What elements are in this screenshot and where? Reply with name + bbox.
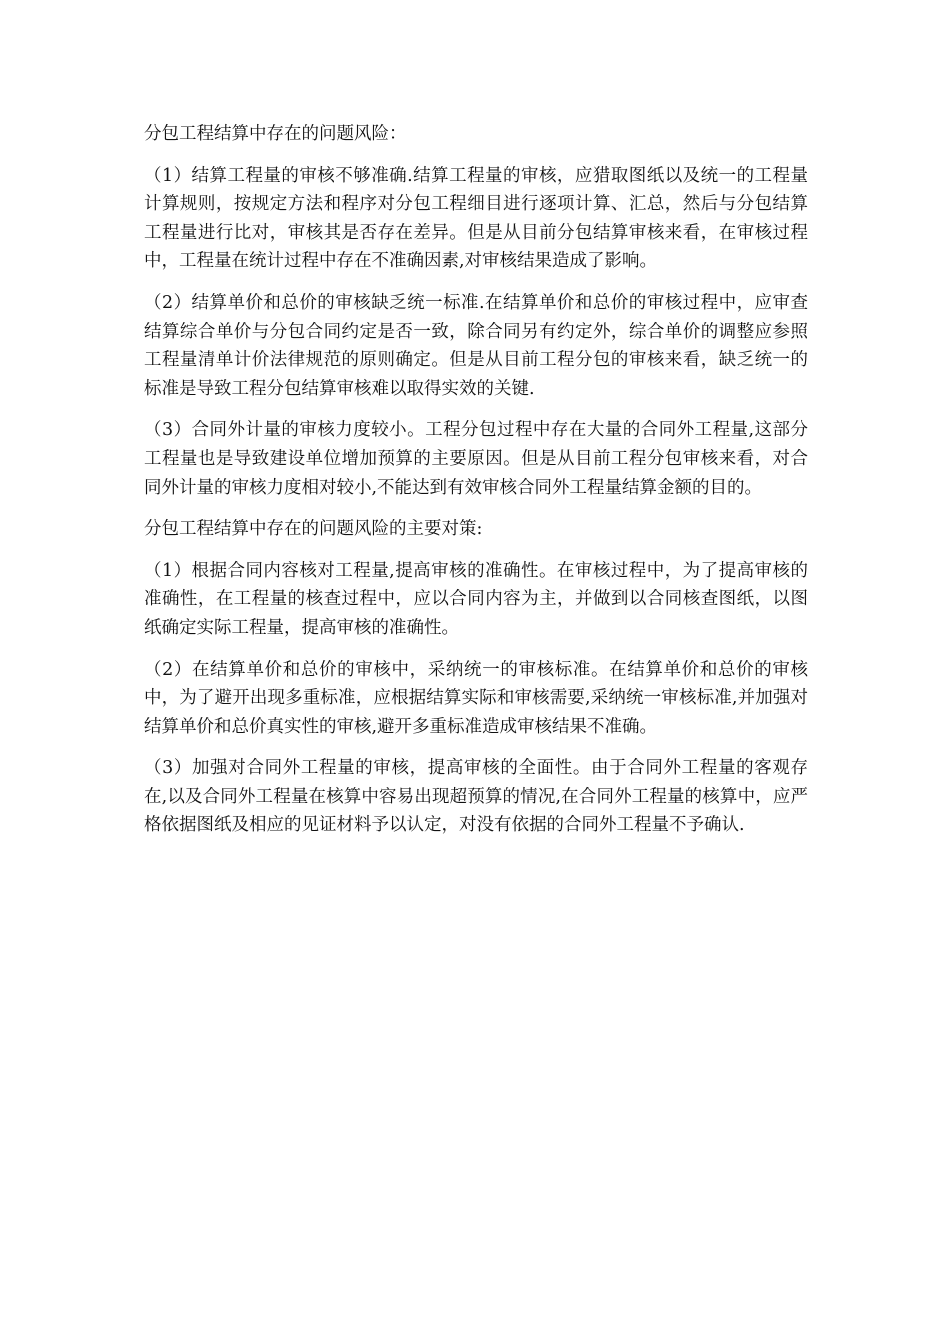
risk-item-2: （2）结算单价和总价的审核缺乏统一标准.在结算单价和总价的审核过程中，应审查结算综合单价与分包合同约定是否一致，除合同另有约定外，综合单价的调整应参照工程量清单计价法律规范的原则确定。但是从目前工程分包的审核来看，缺乏统一的标准是导致工程分包结算审核难以取得实效的关键. bbox=[144, 292, 808, 399]
countermeasure-item-1: （1）根据合同内容核对工程量,提高审核的准确性。在审核过程中，为了提高审核的准确性，在工程量的核查过程中，应以合同内容为主，并做到以合同核查图纸，以图纸确定实际工程量，提高审核的准确性。 bbox=[144, 560, 808, 638]
risk-item-3: （3）合同外计量的审核力度较小。工程分包过程中存在大量的合同外工程量,这部分工程量也是导致建设单位增加预算的主要原因。但是从目前工程分包审核来看，对合同外计量的审核力度相对较小,不能达到有效审核合同外工程量结算金额的目的。 bbox=[144, 420, 808, 498]
section-heading-countermeasures: 分包工程结算中存在的问题风险的主要对策: bbox=[144, 519, 483, 540]
risk-item-1: （1）结算工程量的审核不够准确.结算工程量的审核，应猎取图纸以及统一的工程量计算规则，按规定方法和程序对分包工程细目进行逐项计算、汇总，然后与分包结算工程量进行比对，审核其是否存在差异。但是从目前分包结算审核来看，在审核过程中，工程量在统计过程中存在不准确因素,对审核结果造成了影响。 bbox=[144, 165, 808, 272]
section-heading-risks: 分包工程结算中存在的问题风险： bbox=[144, 124, 407, 144]
document-body bbox=[144, 120, 808, 853]
countermeasure-item-2: （2）在结算单价和总价的审核中，采纳统一的审核标准。在结算单价和总价的审核中，为了避开出现多重标准，应根据结算实际和审核需要,采纳统一审核标准,并加强对结算单价和总价真实性的审核,避开多重标准造成审核结果不准确。 bbox=[144, 659, 808, 737]
countermeasure-item-3: （3）加强对合同外工程量的审核，提高审核的全面性。由于合同外工程量的客观存在,以及合同外工程量在核算中容易出现超预算的情况,在合同外工程量的核算中，应严格依据图纸及相应的见证材料予以认定，对没有依据的合同外工程量不予确认. bbox=[144, 758, 808, 836]
